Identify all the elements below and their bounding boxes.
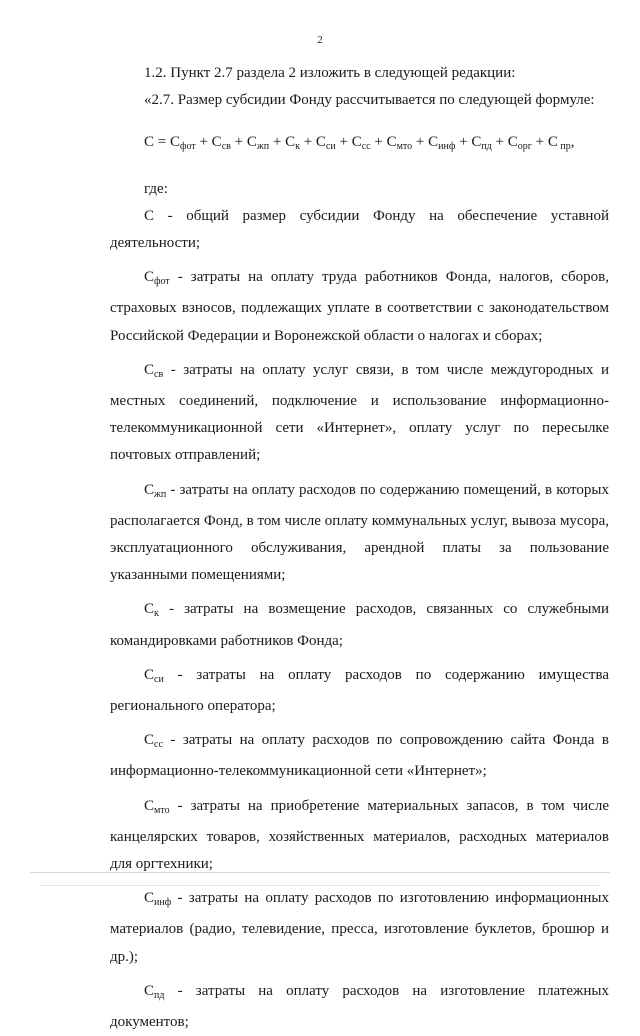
definition-text: - затраты на оплату расходов на изготовление платежных документов; (110, 982, 609, 1031)
clause-2-7-intro: «2.7. Размер субсидии Фонду рассчитывается по следующей формуле: (144, 92, 595, 109)
definition-paragraph (110, 793, 609, 879)
formula-plus: + (269, 134, 286, 151)
definition-text: - затраты на оплату расходов по изготовлению информационных материалов (радио, телевидение, пресса, изготовление буклетов, брошюр и др.); (110, 890, 609, 965)
definition-paragraph (110, 596, 609, 654)
formula-plus: + (531, 134, 548, 151)
formula-term-base: С (471, 134, 482, 151)
formula-term-base: С (246, 134, 257, 151)
formula-plus: + (299, 134, 316, 151)
formula-term (547, 134, 571, 153)
definition-symbol-subscript: инф (154, 897, 172, 909)
formula-term (169, 134, 196, 153)
definition-paragraph (110, 264, 609, 350)
formula-plus: + (455, 134, 472, 151)
formula-term-base: С (285, 134, 296, 151)
formula-plus: + (195, 134, 212, 151)
definition-symbol (144, 667, 164, 683)
definition-symbol-subscript: жп (154, 488, 167, 500)
definition-symbol (144, 798, 170, 814)
definition-symbol-subscript: мто (154, 804, 170, 816)
definition-paragraph (110, 357, 609, 470)
definition-paragraph (110, 885, 609, 971)
formula-term (428, 134, 456, 153)
definition-text: - затраты на оплату расходов по сопровождению сайта Фонда в информационно-телекоммуникационной сети «Интернет»; (110, 732, 609, 780)
formula-term-subscript: мто (396, 141, 413, 153)
formula-term (246, 134, 270, 153)
definition-symbol-base: С (144, 797, 155, 814)
definition-symbol (144, 601, 159, 620)
definition-symbol-base: С (144, 269, 155, 286)
definition-symbol-subscript: фот (154, 276, 170, 288)
definition-paragraph (110, 662, 609, 720)
formula-term-subscript: св (221, 141, 231, 153)
formula-term (285, 134, 300, 153)
formula-term-subscript: пр (557, 141, 571, 153)
definition-paragraph (110, 203, 609, 257)
definition-symbol-base: С (144, 207, 155, 224)
definition-symbol-subscript: пд (154, 989, 165, 1001)
formula-plus: + (412, 134, 429, 151)
subsidy-formula (110, 129, 609, 160)
formula-term-subscript: орг (517, 141, 532, 153)
definition-symbol-base: С (144, 666, 155, 683)
definition-paragraph (110, 978, 609, 1036)
document-body (110, 60, 609, 1036)
formula-term-subscript: сс (361, 141, 371, 153)
formula-plus: + (370, 134, 387, 151)
formula-term-base: С (507, 134, 518, 151)
definition-symbol (144, 269, 170, 288)
formula-term-base: С (315, 134, 326, 151)
formula-plus: + (335, 134, 352, 151)
scan-edge-line (30, 872, 610, 873)
definition-text: - затраты на возмещение расходов, связанных со служебными командировками работников Фонда; (110, 601, 609, 649)
formula-term-subscript: инф (438, 141, 456, 153)
definition-symbol (144, 208, 154, 224)
formula-term-base: С (428, 134, 439, 151)
definition-symbol-base: С (144, 890, 155, 907)
scan-edge-line-2 (40, 885, 600, 886)
amendment-intro: 1.2. Пункт 2.7 раздела 2 изложить в следующей редакции: (144, 65, 516, 81)
definition-symbol (144, 983, 164, 999)
formula-terms (169, 134, 571, 153)
definition-text: - затраты на оплату расходов по содержанию имущества регионального оператора; (110, 666, 609, 715)
definition-text: - затраты на оплату расходов по содержанию помещений, в которых располагается Фонд, в том числе оплату коммунальных услуг, вывоза мусора, эксплуатационного обслуживания, арендной платы за пользование указанными помещениями; (110, 481, 609, 584)
definition-text: - общий размер субсидии Фонду на обеспечение уставной деятельности; (110, 207, 609, 252)
formula-term-base: С (169, 134, 180, 151)
formula-term-subscript: фот (179, 141, 196, 153)
definition-text: - затраты на оплату труда работников Фонда, налогов, сборов, страховых взносов, подлежащих уплате в соответствии с законодательством Российской Федерации и Воронежской области о налогах и сборах; (110, 269, 609, 344)
formula-term-base: С (211, 134, 222, 151)
formula-term-base: С (547, 134, 558, 151)
definition-text: - затраты на оплату услуг связи, в том числе междугородных и местных соединений, подключение и использование информационно-телекоммуникационной сети «Интернет», оплату услуг по пересылке почтовых отправлений; (110, 361, 609, 464)
definition-text: - затраты на приобретение материальных запасов, в том числе канцелярских товаров, хозяйственных материалов, расходных материалов для оргтехники; (110, 797, 609, 873)
definition-symbol-base: С (144, 732, 155, 749)
definition-symbol (144, 732, 163, 751)
page-number: 2 (317, 34, 323, 46)
formula-term (351, 134, 371, 153)
definition-symbol-base: С (144, 361, 155, 378)
formula-term-base: С (351, 134, 362, 151)
formula-plus: + (230, 134, 247, 151)
formula-term-subscript: пд (481, 141, 492, 153)
definition-paragraph (110, 727, 609, 785)
formula-term (507, 134, 532, 153)
formula-plus: + (491, 134, 508, 151)
definition-symbol-subscript: сс (154, 739, 163, 751)
formula-term (386, 134, 413, 153)
definition-symbol (144, 890, 172, 909)
formula-term (471, 134, 492, 153)
definition-symbol-base: С (144, 601, 155, 618)
formula-term-base: С (386, 134, 397, 151)
definition-symbol (144, 362, 163, 378)
definition-paragraph (110, 477, 609, 590)
formula-term-subscript: к (295, 141, 300, 153)
formula-term-subscript: си (325, 141, 336, 153)
formula-end: , (570, 134, 575, 151)
formula-lhs: С = (144, 134, 170, 151)
formula-term (211, 134, 231, 153)
definition-symbol (144, 482, 166, 498)
formula-term-subscript: жп (256, 141, 270, 153)
formula-term (315, 134, 336, 153)
definition-symbol-subscript: св (154, 368, 164, 380)
definitions-list (110, 203, 609, 1036)
where-label: где: (144, 180, 168, 197)
definition-symbol-subscript: си (154, 673, 164, 685)
definition-symbol-base: С (144, 982, 155, 999)
definition-symbol-base: С (144, 481, 155, 498)
definition-symbol-subscript: к (154, 608, 159, 620)
